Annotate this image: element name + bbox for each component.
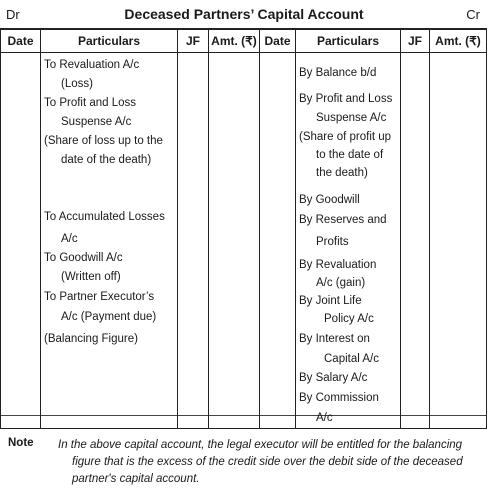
credit-line: A/c (316, 412, 333, 424)
col-date-credit: Date (260, 29, 296, 53)
debit-line: A/c (61, 233, 78, 245)
debit-line: To Goodwill A/c (44, 252, 123, 264)
amount-cell-debit (209, 53, 260, 416)
amount-cell-credit (430, 53, 487, 416)
credit-line: By Profit and Loss (299, 93, 393, 105)
col-amount-debit: Amt. (₹) (209, 29, 260, 53)
jf-cell-debit (178, 53, 209, 416)
credit-line: By Goodwill (299, 194, 360, 206)
credit-line: Policy A/c (324, 313, 374, 325)
col-amount-credit: Amt. (₹) (430, 29, 487, 53)
entries-row (1, 53, 487, 416)
note-label: Note (8, 437, 34, 449)
date-cell-debit (1, 53, 41, 416)
col-particulars-credit: Particulars (296, 29, 401, 53)
jf-cell-credit (401, 53, 430, 416)
debit-line: To Partner Executor’s (44, 291, 155, 303)
credit-line: to the date of (316, 149, 384, 161)
debit-line: date of the death) (61, 154, 152, 166)
account-title: Deceased Partners’ Capital Account (124, 6, 364, 22)
capital-account-table (0, 28, 487, 429)
particulars-cell-credit (296, 53, 401, 424)
totals-row (1, 416, 487, 429)
credit-line: the death) (316, 167, 368, 179)
credit-line: By Balance b/d (299, 67, 377, 79)
debit-line: To Accumulated Losses (44, 211, 165, 223)
note-line: In the above capital account, the legal executor will be entitled for the balancing (58, 439, 463, 451)
credit-line: By Reserves and (299, 214, 387, 226)
debit-line: Suspense A/c (61, 116, 132, 128)
particulars-cell-debit (41, 53, 178, 416)
credit-line: A/c (gain) (316, 277, 366, 289)
date-cell-credit (260, 53, 296, 416)
debit-line: To Profit and Loss (44, 97, 137, 109)
col-date-debit: Date (1, 29, 41, 53)
credit-line: By Joint Life (299, 295, 362, 307)
credit-line: By Salary A/c (299, 372, 368, 384)
column-header-row (1, 29, 487, 53)
note-line: partner's capital account. (72, 473, 200, 485)
debit-line: (Written off) (61, 271, 121, 283)
debit-line: A/c (Payment due) (61, 311, 157, 323)
note-line: figure that is the excess of the credit side over the debit side of the deceased (72, 456, 463, 468)
account-header (0, 0, 488, 28)
col-jf-credit: JF (401, 29, 430, 53)
credit-line: By Revaluation (299, 259, 377, 271)
credit-line: Capital A/c (324, 353, 379, 365)
debit-line: (Share of loss up to the (44, 135, 163, 147)
col-jf-debit: JF (178, 29, 209, 53)
credit-line: By Commission (299, 392, 379, 404)
note-text (58, 437, 482, 488)
credit-marker: Cr (466, 7, 480, 22)
debit-line: (Balancing Figure) (44, 333, 138, 345)
credit-line: By Interest on (299, 333, 370, 345)
debit-marker: Dr (6, 7, 20, 22)
credit-line: (Share of profit up (299, 131, 392, 143)
credit-line: Profits (316, 236, 349, 248)
col-particulars-debit: Particulars (41, 29, 178, 53)
credit-line: Suspense A/c (316, 112, 387, 124)
debit-line: (Loss) (61, 78, 93, 90)
debit-line: To Revaluation A/c (44, 59, 140, 71)
